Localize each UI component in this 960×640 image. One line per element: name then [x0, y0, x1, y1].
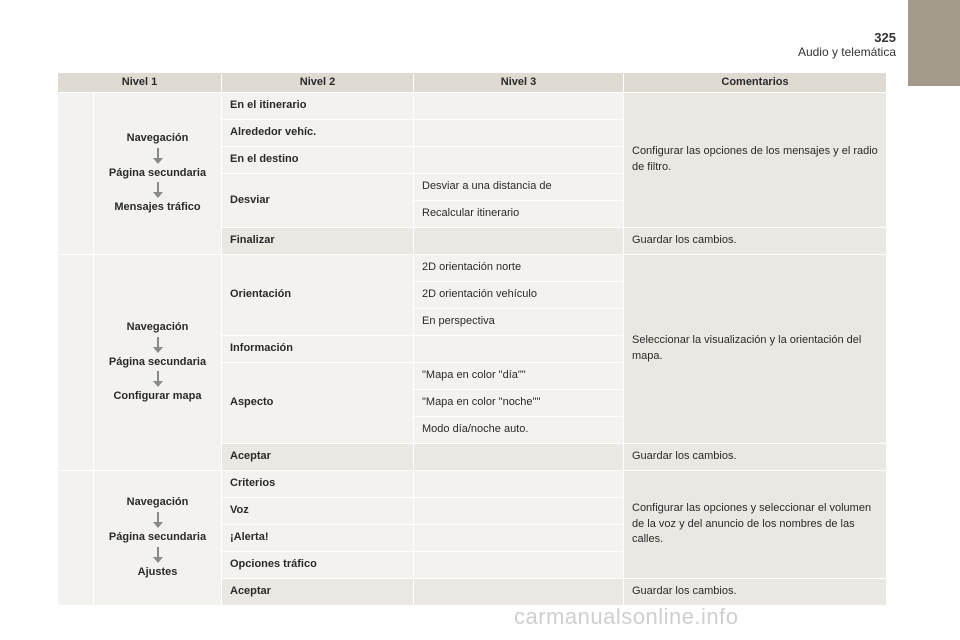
level3-cell — [414, 552, 624, 579]
path-step: Configurar mapa — [113, 390, 202, 403]
menu-levels-table — [57, 72, 887, 606]
level2-cell: En el itinerario — [222, 93, 414, 120]
level3-cell: 2D orientación norte — [414, 255, 624, 282]
table-header-row — [58, 73, 887, 93]
header-level-3: Nivel 3 — [414, 73, 624, 93]
level3-cell: "Mapa en color "día"" — [414, 363, 624, 390]
path-step: Mensajes tráfico — [114, 201, 201, 214]
level3-cell — [414, 336, 624, 363]
level3-cell — [414, 120, 624, 147]
level2-cell: En el destino — [222, 147, 414, 174]
path-step: Navegación — [126, 320, 189, 333]
level1-path-cell — [94, 471, 222, 606]
level1-path-cell — [94, 93, 222, 255]
level2-cell: Orientación — [222, 255, 414, 336]
comment-cell: Configurar las opciones de los mensajes y el radio de filtro. — [624, 93, 887, 228]
path-step: Navegación — [126, 496, 189, 509]
header-level-1: Nivel 1 — [58, 73, 222, 93]
comment-cell: Guardar los cambios. — [624, 444, 887, 471]
section-corner-tab — [908, 0, 960, 86]
level2-cell: Información — [222, 336, 414, 363]
level3-cell: Modo día/noche auto. — [414, 417, 624, 444]
down-arrow-icon — [153, 148, 163, 165]
level2-cell: Opciones tráfico — [222, 552, 414, 579]
level3-cell — [414, 525, 624, 552]
comment-cell: Seleccionar la visualización y la orientación del mapa. — [624, 255, 887, 444]
down-arrow-icon — [153, 371, 163, 388]
level2-cell: Desviar — [222, 174, 414, 228]
path-step: Página secundaria — [108, 355, 207, 368]
table-row — [58, 93, 887, 120]
table-row — [58, 471, 887, 498]
header-level-2: Nivel 2 — [222, 73, 414, 93]
level3-cell: En perspectiva — [414, 309, 624, 336]
level1-path-cell — [94, 255, 222, 471]
path-step: Navegación — [126, 131, 189, 144]
down-arrow-icon — [153, 337, 163, 354]
level2-cell: Alrededor vehíc. — [222, 120, 414, 147]
path-step: Página secundaria — [108, 166, 207, 179]
section-title: Audio y telemática — [797, 45, 896, 59]
path-step: Ajustes — [137, 565, 178, 578]
comment-cell: Configurar las opciones y seleccionar el volumen de la voz y del anuncio de los nombres de las calles. — [624, 471, 887, 579]
level2-cell: Aspecto — [222, 363, 414, 444]
level3-cell — [414, 147, 624, 174]
level2-cell: ¡Alerta! — [222, 525, 414, 552]
level2-cell: Voz — [222, 498, 414, 525]
group-settings — [58, 471, 887, 606]
comment-cell: Guardar los cambios. — [624, 228, 887, 255]
comment-cell: Guardar los cambios. — [624, 579, 887, 606]
down-arrow-icon — [153, 182, 163, 199]
level3-cell: Recalcular itinerario — [414, 201, 624, 228]
level3-cell — [414, 498, 624, 525]
table-row — [58, 255, 887, 282]
level3-cell — [414, 93, 624, 120]
header-comments: Comentarios — [624, 73, 887, 93]
page-number: 325 — [874, 30, 896, 45]
level2-cell: Criterios — [222, 471, 414, 498]
watermark: carmanualsonline.info — [514, 604, 739, 629]
level2-cell: Aceptar — [222, 444, 414, 471]
down-arrow-icon — [153, 547, 163, 564]
path-step: Página secundaria — [108, 531, 207, 544]
group-map-settings — [58, 255, 887, 471]
level3-cell — [414, 471, 624, 498]
level2-cell: Aceptar — [222, 579, 414, 606]
level3-cell: Desviar a una distancia de — [414, 174, 624, 201]
level2-cell: Finalizar — [222, 228, 414, 255]
group-traffic-messages — [58, 93, 887, 255]
level3-cell: "Mapa en color "noche"" — [414, 390, 624, 417]
level3-cell: 2D orientación vehículo — [414, 282, 624, 309]
down-arrow-icon — [153, 512, 163, 529]
